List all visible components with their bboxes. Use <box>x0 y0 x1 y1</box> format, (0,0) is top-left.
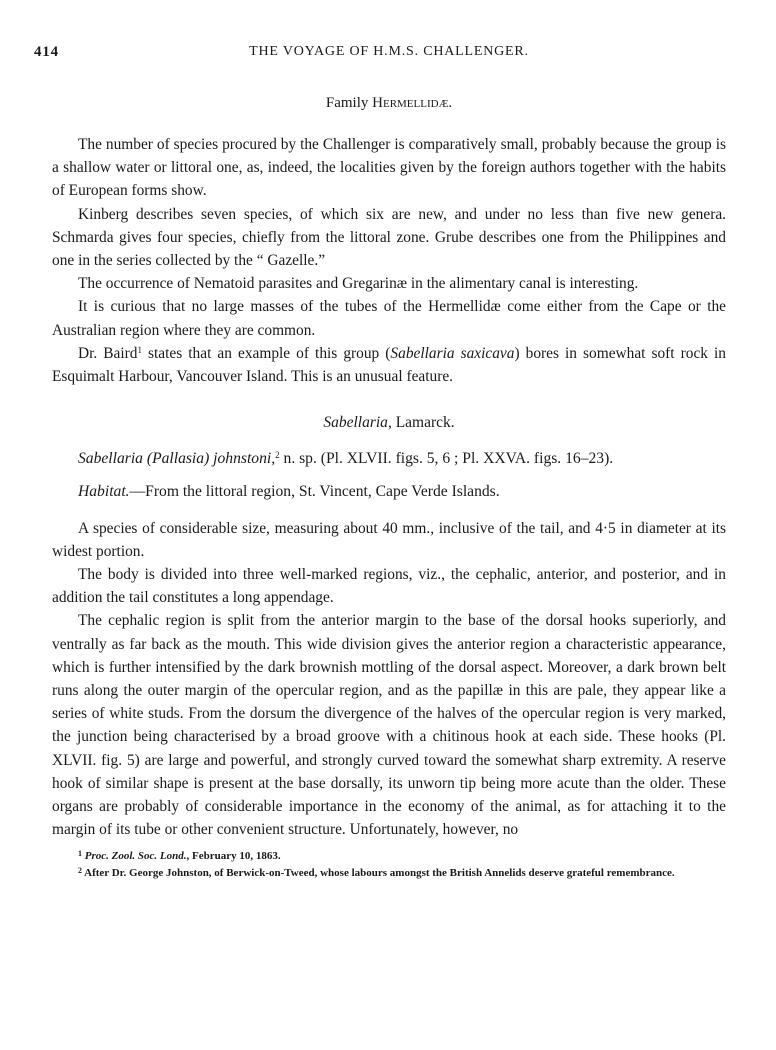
document-page <box>34 44 726 880</box>
habitat-line <box>52 480 726 503</box>
body-paragraph-1: A species of considerable size, measuring about 40 mm., inclusive of the tail, and 4·5 in diameter at its widest portion. <box>52 519 726 560</box>
habitat-text: —From the littoral region, St. Vincent, Cape Verde Islands. <box>129 483 500 501</box>
footnote-2 <box>52 864 726 881</box>
genus-name: Sabellaria <box>323 414 388 432</box>
footnote-1-journal: Proc. Zool. Soc. Lond. <box>84 850 187 863</box>
intro-paragraph-5 <box>52 342 726 388</box>
footnote-2-mark: 2 <box>78 865 82 875</box>
genus-authority: , Lamarck. <box>387 414 455 432</box>
baird-text: Dr. Baird <box>78 344 138 362</box>
species-plate-refs: n. sp. (Pl. XLVII. figs. 5, 6 ; Pl. XXVA. figs. 16–23). <box>279 450 614 468</box>
footnotes <box>52 847 726 880</box>
habitat-label: Habitat. <box>78 483 130 501</box>
genus-heading <box>52 414 726 432</box>
footnote-1 <box>52 847 726 864</box>
page-number: 414 <box>34 44 59 60</box>
intro-paragraph-1: The number of species procured by the Challenger is comparatively small, probably because the group is a shallow water or littoral one, as, indeed, the localities given by the foreign authors together with the habits of European forms show. <box>52 136 726 200</box>
body-paragraph-3: The cephalic region is split from the anterior margin to the base of the dorsal hooks superiorly, and ventrally as far back as the mouth. This wide division gives the anterior region a characteristic appearance, which is further intensified by the dark brownish mottling of the dorsal aspect. Moreover, a dark brown belt runs along the outer margin of the opercular region, and as the papillæ in this are pale, they appear like a series of white studs. From the dorsum the divergence of the halves of the opercular region is very marked, the junction being characterised by a broad groove with a chitinous hook at each side. These hooks (Pl. XLVII. fig. 5) are large and powerful, and strongly curved toward the somewhat sharp extremity. A reserve hook of similar shape is present at the base dorsally, its unworn tip being more acute than the older. These organs are probably of considerable importance in the economy of the animal, as for attaching it to the margin of its tube or other convenient structure. Unfortunately, however, no <box>52 612 726 839</box>
baird-text-mid: states that an example of this group ( <box>141 344 391 362</box>
species-subgenus: (Pallasia) <box>146 450 210 468</box>
species-heading <box>52 447 726 470</box>
footnote-ref-2: 2 <box>275 450 280 461</box>
family-heading <box>52 95 726 112</box>
body-paragraph-2: The body is divided into three well-marked regions, viz., the cephalic, anterior, and posterior, and in addition the tail constitutes a long appendage. <box>52 566 726 607</box>
species-epithet: johnstoni, <box>213 450 276 468</box>
footnote-ref-1: 1 <box>137 344 142 355</box>
footnote-2-text: After Dr. George Johnston, of Berwick-on-Tweed, whose labours amongst the British Annelids deserve grateful remembrance. <box>84 866 675 879</box>
species-genus: Sabellaria <box>78 450 143 468</box>
baird-text-end: ) bores in somewhat soft rock in Esquimalt Harbour, Vancouver Island. This is an unusual feature. <box>52 344 726 386</box>
running-title: THE VOYAGE OF H.M.S. CHALLENGER. <box>249 44 529 59</box>
intro-paragraph-2: Kinberg describes seven species, of which six are new, and under no less than five new genera. Schmarda gives four species, chiefly from the littoral zone. Grube describes one from the Philippines and one in the series collected by the “ Gazelle.” <box>52 205 726 270</box>
footnote-1-mark: 1 <box>78 849 82 859</box>
intro-paragraph-4: It is curious that no large masses of the tubes of the Hermellidæ come either from the Cape or the Australian region where they are common. <box>52 298 726 339</box>
running-header <box>34 44 726 68</box>
intro-paragraph-3: The occurrence of Nematoid parasites and Gregarinæ in the alimentary canal is interesting. <box>78 275 639 293</box>
family-name: Hermellidæ. <box>372 95 453 111</box>
species-name-saxicava: Sabellaria saxicava <box>390 344 515 362</box>
family-heading-prefix: Family <box>325 95 373 111</box>
footnote-1-date: , February 10, 1863. <box>186 850 281 863</box>
